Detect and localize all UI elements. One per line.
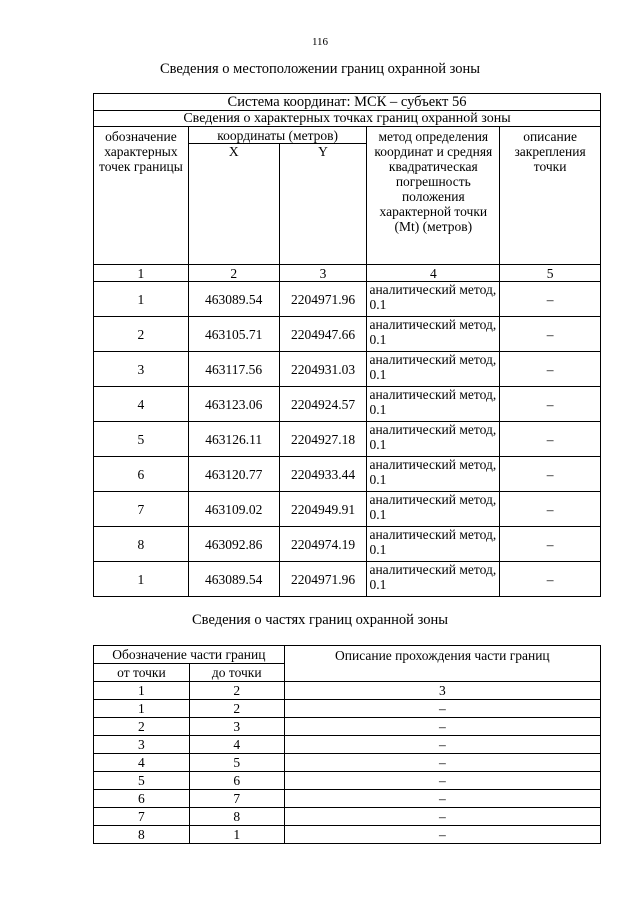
method-cell: аналитический метод, 0.1 [367,317,500,352]
point-id-cell: 6 [94,457,189,492]
description-cell: – [500,457,601,492]
header-method: метод определения координат и средняя квадратическая погрешность положения характерной точки (Mt) (метров) [367,127,500,265]
description-cell: – [500,317,601,352]
coordinate-system: Система координат: МСК – субъект 56 [94,94,601,111]
table-row [94,736,601,754]
method-cell: аналитический метод, 0.1 [367,422,500,457]
y-coordinate-cell: 2204949.91 [279,492,367,527]
header-part-description: Описание прохождения части границ [284,646,600,682]
y-coordinate-cell: 2204927.18 [279,422,367,457]
part-description-cell: – [284,808,600,826]
method-cell: аналитический метод, 0.1 [367,387,500,422]
column-number: 3 [279,265,367,282]
point-id-cell: 5 [94,422,189,457]
x-coordinate-cell: 463089.54 [188,562,279,597]
table-row [94,772,601,790]
from-point-cell: 2 [94,718,190,736]
method-cell: аналитический метод, 0.1 [367,282,500,317]
table-row [94,718,601,736]
column-number: 1 [94,265,189,282]
point-id-cell: 1 [94,282,189,317]
table-row [94,808,601,826]
method-cell: аналитический метод, 0.1 [367,457,500,492]
table-row [94,387,601,422]
from-point-cell: 7 [94,808,190,826]
y-coordinate-cell: 2204974.19 [279,527,367,562]
point-id-cell: 3 [94,352,189,387]
column-number: 1 [94,682,190,700]
column-number: 3 [284,682,600,700]
to-point-cell: 3 [189,718,284,736]
header-description: описание закрепления точки [500,127,601,265]
point-id-cell: 1 [94,562,189,597]
to-point-cell: 5 [189,754,284,772]
column-number: 4 [367,265,500,282]
part-description-cell: – [284,826,600,844]
header-from-point: от точки [94,664,190,682]
table-row [94,527,601,562]
from-point-cell: 4 [94,754,190,772]
to-point-cell: 1 [189,826,284,844]
y-coordinate-cell: 2204947.66 [279,317,367,352]
description-cell: – [500,282,601,317]
point-id-cell: 7 [94,492,189,527]
part-description-cell: – [284,718,600,736]
coordinates-table [93,93,601,597]
table-row [94,282,601,317]
y-coordinate-cell: 2204924.57 [279,387,367,422]
description-cell: – [500,527,601,562]
table-row [94,754,601,772]
table-row [94,352,601,387]
y-coordinate-cell: 2204971.96 [279,282,367,317]
from-point-cell: 3 [94,736,190,754]
to-point-cell: 8 [189,808,284,826]
y-coordinate-cell: 2204933.44 [279,457,367,492]
description-cell: – [500,387,601,422]
parts-section-title: Сведения о частях границ охранной зоны [192,612,448,628]
table-row [94,826,601,844]
to-point-cell: 6 [189,772,284,790]
y-coordinate-cell: 2204971.96 [279,562,367,597]
table-row [94,790,601,808]
description-cell: – [500,492,601,527]
y-coordinate-cell: 2204931.03 [279,352,367,387]
point-id-cell: 8 [94,527,189,562]
point-id-cell: 2 [94,317,189,352]
header-to-point: до точки [189,664,284,682]
description-cell: – [500,352,601,387]
header-y: Y [279,144,367,265]
part-description-cell: – [284,700,600,718]
table-row [94,562,601,597]
x-coordinate-cell: 463092.86 [188,527,279,562]
method-cell: аналитический метод, 0.1 [367,352,500,387]
part-description-cell: – [284,754,600,772]
x-coordinate-cell: 463089.54 [188,282,279,317]
column-number: 5 [500,265,601,282]
table-row [94,457,601,492]
table-row [94,422,601,457]
header-point-designation: обозначение характерных точек границы [94,127,189,265]
description-cell: – [500,562,601,597]
to-point-cell: 4 [189,736,284,754]
part-description-cell: – [284,736,600,754]
x-coordinate-cell: 463126.11 [188,422,279,457]
to-point-cell: 7 [189,790,284,808]
x-coordinate-cell: 463109.02 [188,492,279,527]
to-point-cell: 2 [189,700,284,718]
x-coordinate-cell: 463105.71 [188,317,279,352]
part-description-cell: – [284,772,600,790]
from-point-cell: 6 [94,790,190,808]
column-number-row [94,265,601,282]
boundary-parts-table [93,645,601,844]
from-point-cell: 8 [94,826,190,844]
table-subtitle: Сведения о характерных точках границ охранной зоны [94,111,601,127]
table-row [94,492,601,527]
x-coordinate-cell: 463117.56 [188,352,279,387]
from-point-cell: 1 [94,700,190,718]
from-point-cell: 5 [94,772,190,790]
point-id-cell: 4 [94,387,189,422]
method-cell: аналитический метод, 0.1 [367,492,500,527]
table-row [94,317,601,352]
page-number: 116 [311,36,329,48]
x-coordinate-cell: 463120.77 [188,457,279,492]
method-cell: аналитический метод, 0.1 [367,562,500,597]
table-row [94,700,601,718]
document-title: Сведения о местоположении границ охранной зоны [159,61,480,77]
column-number: 2 [188,265,279,282]
header-x: X [188,144,279,265]
description-cell: – [500,422,601,457]
x-coordinate-cell: 463123.06 [188,387,279,422]
header-part-designation: Обозначение части границ [94,646,285,664]
column-number: 2 [189,682,284,700]
method-cell: аналитический метод, 0.1 [367,527,500,562]
header-coordinates: координаты (метров) [188,127,367,144]
part-description-cell: – [284,790,600,808]
parts-column-number-row [94,682,601,700]
